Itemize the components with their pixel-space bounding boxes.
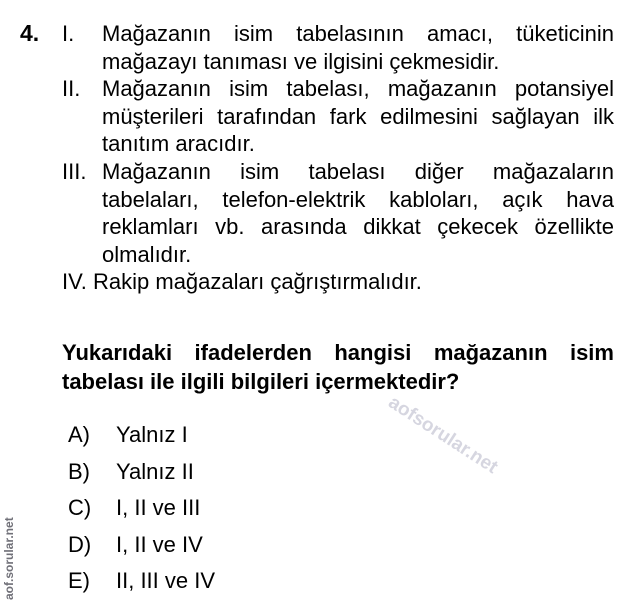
statement-text: Rakip mağazaları çağrıştırmalıdır. bbox=[93, 269, 422, 295]
option-text: I, II ve IV bbox=[116, 531, 203, 557]
question-number: 4. bbox=[20, 20, 40, 46]
option-letter: A) bbox=[68, 422, 90, 448]
option-letter: B) bbox=[68, 458, 90, 484]
statement-text: Mağazanın isim tabelası, mağazanın potansiyel müşterileri tarafından fark edilmesini sağlayan ilk tanıtım aracıdır. bbox=[102, 76, 614, 157]
option-a[interactable] bbox=[68, 417, 215, 454]
statement-list bbox=[62, 20, 614, 296]
option-letter: E) bbox=[68, 568, 90, 594]
option-e[interactable] bbox=[68, 563, 215, 600]
statement-numeral: III. bbox=[62, 158, 87, 184]
question-prompt: Yukarıdaki ifadelerden hangisi mağazanın isim tabelası ile ilgili bilgileri içermektedir? bbox=[62, 340, 614, 394]
option-letter: D) bbox=[68, 531, 92, 557]
option-text: I, II ve III bbox=[116, 495, 201, 521]
option-c[interactable] bbox=[68, 490, 215, 527]
option-text: Yalnız I bbox=[116, 422, 188, 448]
statement-text: Mağazanın isim tabelası diğer mağazaların tabelaları, telefon-elektrik kabloları, açık hava reklamları vb. arasında dikkat çekecek özellikte olmalıdır. bbox=[102, 158, 614, 267]
option-letter: C) bbox=[68, 495, 92, 521]
statement-ii bbox=[62, 75, 614, 158]
option-d[interactable] bbox=[68, 527, 215, 564]
statement-i bbox=[62, 20, 614, 75]
statement-numeral: I. bbox=[62, 21, 75, 46]
option-text: II, III ve IV bbox=[116, 568, 216, 594]
statement-iv bbox=[62, 268, 614, 296]
option-text: Yalnız II bbox=[116, 458, 194, 484]
watermark-diagonal: aofsorular.net bbox=[384, 392, 502, 479]
watermark-side: aof.sorular.net bbox=[2, 517, 16, 600]
answer-options bbox=[68, 417, 215, 600]
statement-iii bbox=[62, 158, 614, 268]
statement-text: Mağazanın isim tabelasının amacı, tüketicinin mağazayı tanıması ve ilgisini çekmesidir. bbox=[102, 21, 614, 74]
statement-numeral: II. bbox=[62, 76, 81, 102]
option-b[interactable] bbox=[68, 454, 215, 491]
statement-numeral: IV. bbox=[62, 269, 87, 295]
